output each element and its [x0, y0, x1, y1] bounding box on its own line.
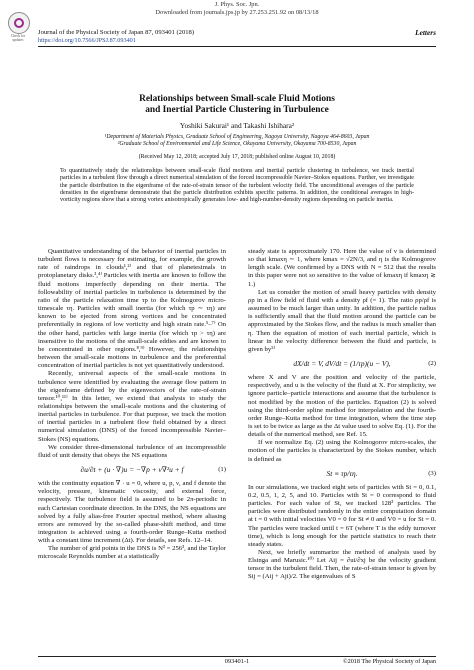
paragraph: The number of grid points in the DNS is N³ = 256³, and the Taylor microscale Reynolds number at a statistically [38, 545, 226, 561]
journal-citation: Journal of the Physical Society of Japan 87, 093401 (2018) [38, 29, 195, 36]
right-column [248, 248, 436, 582]
paragraph: Let us consider the motion of small heavy particles with density ρp in a flow field of fluid with a density ρf (= 1). The ratio ρp/ρf is assumed to be much larger than unity. In addition, the particle radius is sufficiently small that the fluid motion around the particle can be approximated by the Stokes flow, and the radius is much smaller than η. Then the equation of motion of each inertial particle, which is linear in the velocity difference between the fluid and particle, is given by⁵⁾ [248, 288, 436, 353]
author-list: Yoshiki Sakurai¹ and Takashi Ishihara² [179, 121, 295, 130]
left-column [38, 248, 226, 562]
equation-number: (1) [218, 465, 226, 473]
equation-body: dX/dt = V, dV/dt = (1/τp)(u − V), [293, 358, 391, 368]
paragraph: In our simulations, we tracked eight sets of particles with St = 0, 0.1, 0.2, 0.5, 1, 2, 5, and 10. Particles with St = 0 correspond to fluid particles. For each value of St, we tracked 128³ particles. The particles were distributed randomly in the entire computation domain at t = 0 with initial velocities V0 = 0 for St ≠ 0 and V0 = u for St = 0. The particles were tracked until t = 6T (where T is the eddy turnover time), which is long enough for the particle statistics to reach their steady states. [248, 483, 436, 548]
doi-link[interactable]: https://doi.org/10.7566/JPSJ.87.093401 [38, 37, 136, 44]
paragraph: Recently, universal aspects of the small-scale motions in turbulence were identified by evaluating the average flow pattern in the eigenframe defined by the eigenvectors of the rate-of-strain tensor.¹⁰,¹¹⁾ In this letter, we extend that analysis to study the relationships between the small-scale motions and the clustering of inertial particles in turbulence. For that purpose, we track the motion of inertial particles in a turbulent flow field obtained by a direct numerical simulation (DNS) of the forced incompressible Navier–Stokes (NS) equations. [38, 370, 226, 443]
paragraph: where X and V are the position and velocity of the particle, respectively, and u is the velocity of the fluid at X. For simplicity, we ignore particle–particle interactions and assume that the turbulence is not modified by the motion of the particles. Equation (2) is solved using the third-order spline method for interpolation and the fourth-order Runge–Kutta method for time integration, where the time step is set to be twice as large as the Δt value used to solve Eq. (1). For the details of the numerical method, see Ref. 15. [248, 374, 436, 439]
equation-3 [248, 466, 436, 482]
paragraph: with the continuity equation ∇ · u = 0, where u, p, ν, and f denote the velocity, pressure, kinematic viscosity, and external force, respectively. The turbulence field is assumed to be 2π-periodic in each Cartesian coordinate direction. In the DNS, the NS equations are solved by a fully alias-free Fourier spectral method, where aliasing errors are removed by the so-called phase-shift method, and time integration is achieved using a fourth-order Runge–Kutta method with a constant time increment (Δt). For details, see Refs. 12–14. [38, 480, 226, 545]
abstract: To quantitatively study the relationships between small-scale fluid motions and inertial particle clustering in turbulence, we track inertial particles in a turbulent flow through a direct numerical simulation of the forced incompressible Navier–Stokes equations. Further, we investigate the particle distribution in the eigenframe of the rate-of-strain tensor of the turbulent velocity field. The unconditional averages of the particle densities in the eigenframe demonstrate that the particle distribution exhibits specific patterns. In addition, the conditional averages in high-vorticity regions show that a strong vortex anisotropically generates low- and high-number-density regions depending on particle inertia. [60, 168, 414, 204]
footer-divider [38, 656, 436, 657]
page-number: 093401-1 [224, 658, 250, 665]
download-notice [0, 1, 474, 16]
badge-label: Check for updates [10, 34, 26, 42]
article-title [38, 94, 436, 116]
equation-2 [248, 356, 436, 372]
journal-short-name: J. Phys. Soc. Jpn. [214, 1, 260, 8]
paragraph: We consider three-dimensional turbulence of an incompressible fluid of unit density that obeys the NS equations [38, 443, 226, 459]
equation-1 [38, 462, 226, 478]
paragraph: If we normalize Eq. (2) using the Kolmogorov micro-scales, the motion of the particles is characterized by the Stokes number, which is defined as [248, 439, 436, 463]
section-label: Letters [415, 28, 436, 37]
copyright: ©2018 The Physical Society of Japan [342, 658, 436, 665]
equation-number: (2) [428, 359, 436, 367]
title-line-1: Relationships between Small-scale Fluid Motions [139, 94, 335, 104]
update-check-icon [14, 18, 24, 28]
affiliation-2: ²Graduate School of Environmental and Life Science, Okayama University, Okayama 700-8530, Japan [117, 141, 357, 147]
equation-number: (3) [428, 469, 436, 477]
equation-body: ∂u/∂t + (u · ∇)u = −∇p + ν∇²u + f [80, 464, 184, 474]
title-line-2: and Inertial Particle Clustering in Turbulence [145, 105, 329, 115]
check-for-updates-badge[interactable] [8, 12, 30, 34]
header-divider [38, 46, 436, 47]
affiliation-1: ¹Department of Materials Physics, Graduate School of Engineering, Nagoya University, Nagoya 464-8603, Japan [104, 134, 370, 140]
paragraph: steady state is approximately 170. Here the value of ν is determined so that kmaxη ∼ 1, where kmax = √2N/3, and η is the Kolmogorov length scale. (We confirmed by a DNS with N = 512 that the results in this paper were not so sensitive to the value of kmaxη if kmaxη ≳ 1.) [248, 248, 436, 288]
paragraph: Quantitative understanding of the behavior of inertial particles in turbulent flows is necessary for estimating, for example, the growth rate of raindrops in clouds¹,²⁾ and that of planetesimals in protoplanetary disks.³,⁴⁾ Particles with inertia are known to follow the fluid motions imperfectly depending on their inertia. The followability of inertial particles in turbulence is determined by the ratio of the particle relaxation time τp to the Kolmogorov micro-timescale τη. Particles with small inertia (for which τp ∼ τη) are known to be ejected from strong vortices and be concentrated preferentially in regions of low vorticity and high strain rate.⁵–⁷⁾ On the other hand, particles with large inertia (for which τp > τη) are insensitive to the motions of the small-scale eddies and are known to be concentrated in other regions.⁸,⁹⁾ However, the relationships between the small-scale motions in turbulence and the preferential concentration of inertial particles is not yet quantitatively understood. [38, 248, 226, 370]
equation-body: St ≡ τp/τη. [326, 468, 358, 478]
download-line: Downloaded from journals.jps.jp by 27.253.251.92 on 08/13/18 [155, 8, 319, 16]
paragraph: Next, we briefly summarize the method of analysis used by Elsinga and Marusic.¹⁰⁾ Let Aij = ∂ui/∂xj be the velocity gradient tensor in the turbulent field. Then, the rate-of-strain tensor is given by Sij = (Aij + Aji)/2. The eigenvalues of S [248, 549, 436, 581]
received-dates: (Received May 12, 2018; accepted July 17, 2018; published online August 10, 2018) [138, 154, 336, 160]
